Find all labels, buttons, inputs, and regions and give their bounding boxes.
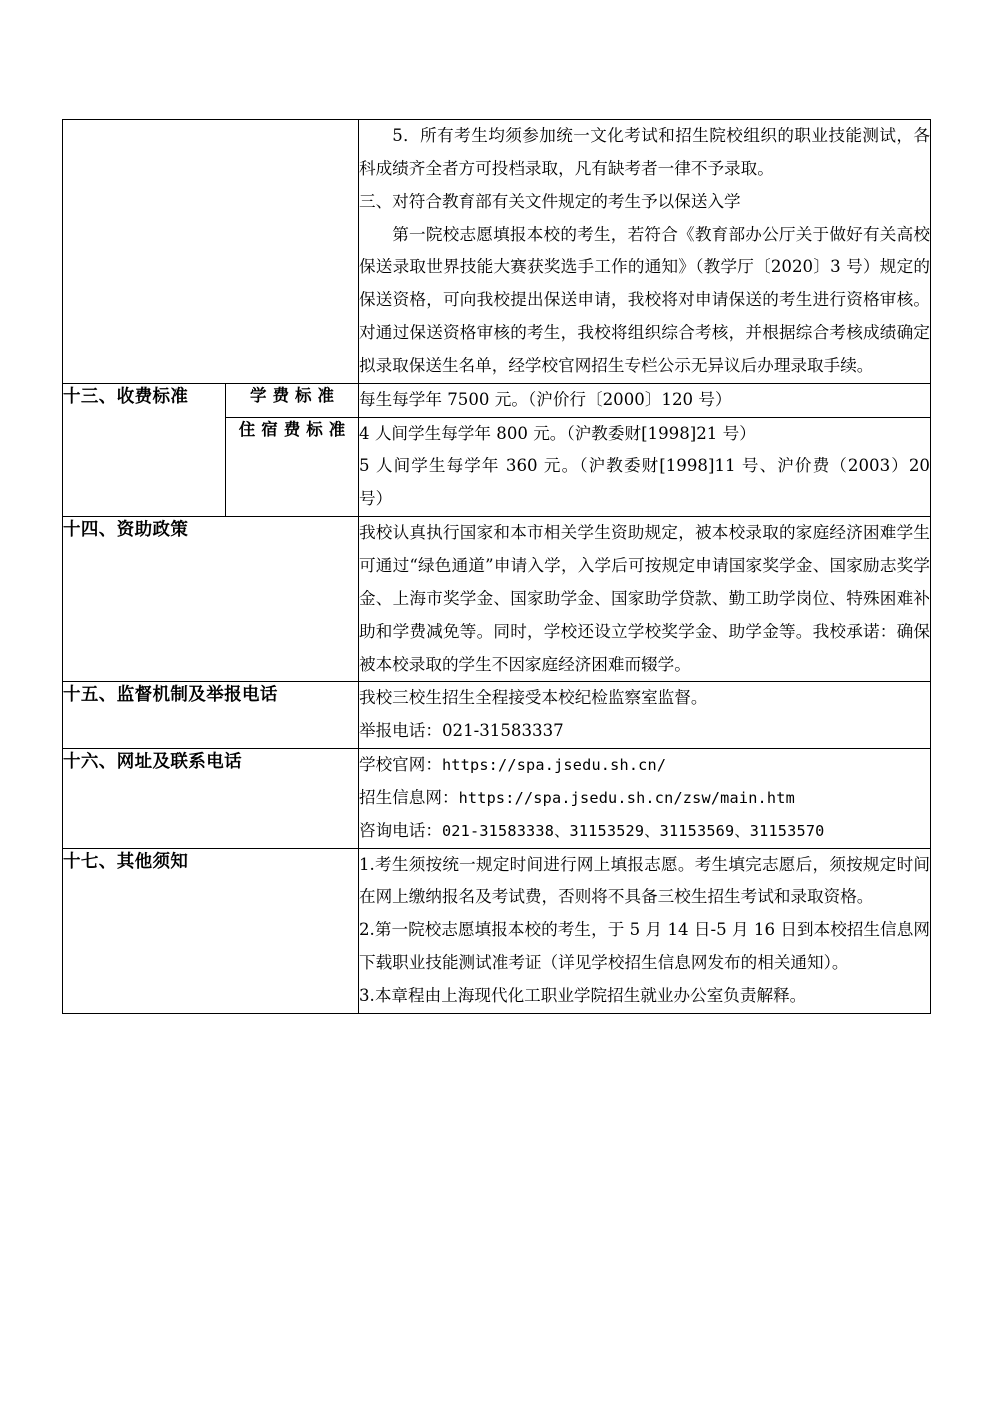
row-content-website-contact — [359, 749, 931, 849]
paragraph: 每生每学年 7500 元。（沪价行〔2000〕120 号） — [359, 389, 732, 409]
page-bottom-whitespace — [0, 1141, 992, 1403]
table-row — [63, 383, 931, 417]
row-label-fee-standard: 十三、收费标准 — [63, 383, 226, 516]
row-content-funding-policy — [359, 517, 931, 682]
sublabel-text: 住宿费标准 — [238, 419, 352, 439]
paragraph: 三、对符合教育部有关文件规定的考生予以保送入学 — [359, 191, 741, 211]
paragraph: 5．所有考生均须参加统一文化考试和招生院校组织的职业技能测试，各科成绩齐全者方可投档录取，凡有缺考者一律不予录取。 — [359, 126, 930, 178]
admissions-website-url[interactable]: https://spa.jsedu.sh.cn/zsw/main.htm — [458, 788, 795, 807]
paragraph: 我校三校生招生全程接受本校纪检监察室监督。 — [359, 688, 708, 708]
paragraph: 5 人间学生每学年 360 元。（沪教委财[1998]11 号、沪价费（2003）20 号） — [359, 456, 930, 509]
report-phone: 举报电话：021-31583337 — [359, 721, 564, 741]
admissions-website-line — [359, 782, 930, 815]
row-content-supervision — [359, 682, 931, 749]
official-website-prefix: 学校官网： — [359, 755, 442, 775]
row-label-website-contact: 十六、网址及联系电话 — [63, 749, 359, 849]
paragraph: 2.第一院校志愿填报本校的考生，于 5 月 14 日-5 月 16 日到本校招生信息网下载职业技能测试准考证（详见学校招生信息网发布的相关通知）。 — [359, 920, 930, 973]
row-label-supervision: 十五、监督机制及举报电话 — [63, 682, 359, 749]
table-row — [63, 517, 931, 682]
row-content-accommodation — [359, 417, 931, 517]
official-website-line — [359, 749, 930, 782]
row-label-funding-policy: 十四、资助政策 — [63, 517, 359, 682]
official-website-url[interactable]: https://spa.jsedu.sh.cn/ — [441, 756, 667, 775]
admissions-website-prefix: 招生信息网： — [359, 787, 459, 807]
admissions-regulation-table — [62, 119, 931, 1014]
row-content-tuition — [359, 383, 931, 417]
table-row — [63, 749, 931, 849]
consultation-phone-line — [359, 815, 930, 848]
row-content-other-notices — [359, 848, 931, 1013]
paragraph: 第一院校志愿填报本校的考生，若符合《教育部办公厅关于做好有关高校保送录取世界技能大赛获奖选手工作的通知》（教学厅〔2020〕3 号）规定的保送资格，可向我校提出保送申请，我校将对申请保送的考生进行资格审核。对通过保送资格审核的考生，我校将组织综合考核，并根据综合考核成绩确定拟录取保送生名单，经学校官网招生专栏公示无异议后办理录取手续。 — [359, 224, 930, 375]
consultation-phone-prefix: 咨询电话： — [359, 820, 442, 840]
row-label-other-notices: 十七、其他须知 — [63, 848, 359, 1013]
paragraph: 3.本章程由上海现代化工职业学院招生就业办公室负责解释。 — [359, 985, 807, 1005]
row-sublabel-tuition — [226, 383, 359, 417]
table-row — [63, 682, 931, 749]
table-row — [63, 120, 931, 384]
paragraph: 1.考生须按统一规定时间进行网上填报志愿。考生填完志愿后，须按规定时间在网上缴纳报名及考试费，否则将不具备三校生招生考试和录取资格。 — [359, 854, 930, 907]
row-content-continuation — [359, 120, 931, 384]
paragraph: 我校认真执行国家和本市相关学生资助规定，被本校录取的家庭经济困难学生可通过“绿色通道”申请入学，入学后可按规定申请国家奖学金、国家励志奖学金、上海市奖学金、国家助学金、国家助学贷款、勤工助学岗位、特殊困难补助和学费减免等。同时，学校还设立学校奖学金、助学金等。我校承诺：确保被本校录取的学生不因家庭经济困难而辍学。 — [359, 523, 930, 674]
paragraph: 4 人间学生每学年 800 元。（沪教委财[1998]21 号） — [359, 423, 756, 443]
row-label-empty — [63, 120, 359, 384]
row-sublabel-accommodation — [226, 417, 359, 517]
table-row — [63, 848, 931, 1013]
consultation-phone-numbers: 021-31583338、31153529、31153569、31153570 — [441, 821, 825, 840]
sublabel-text: 学费标准 — [250, 385, 340, 405]
